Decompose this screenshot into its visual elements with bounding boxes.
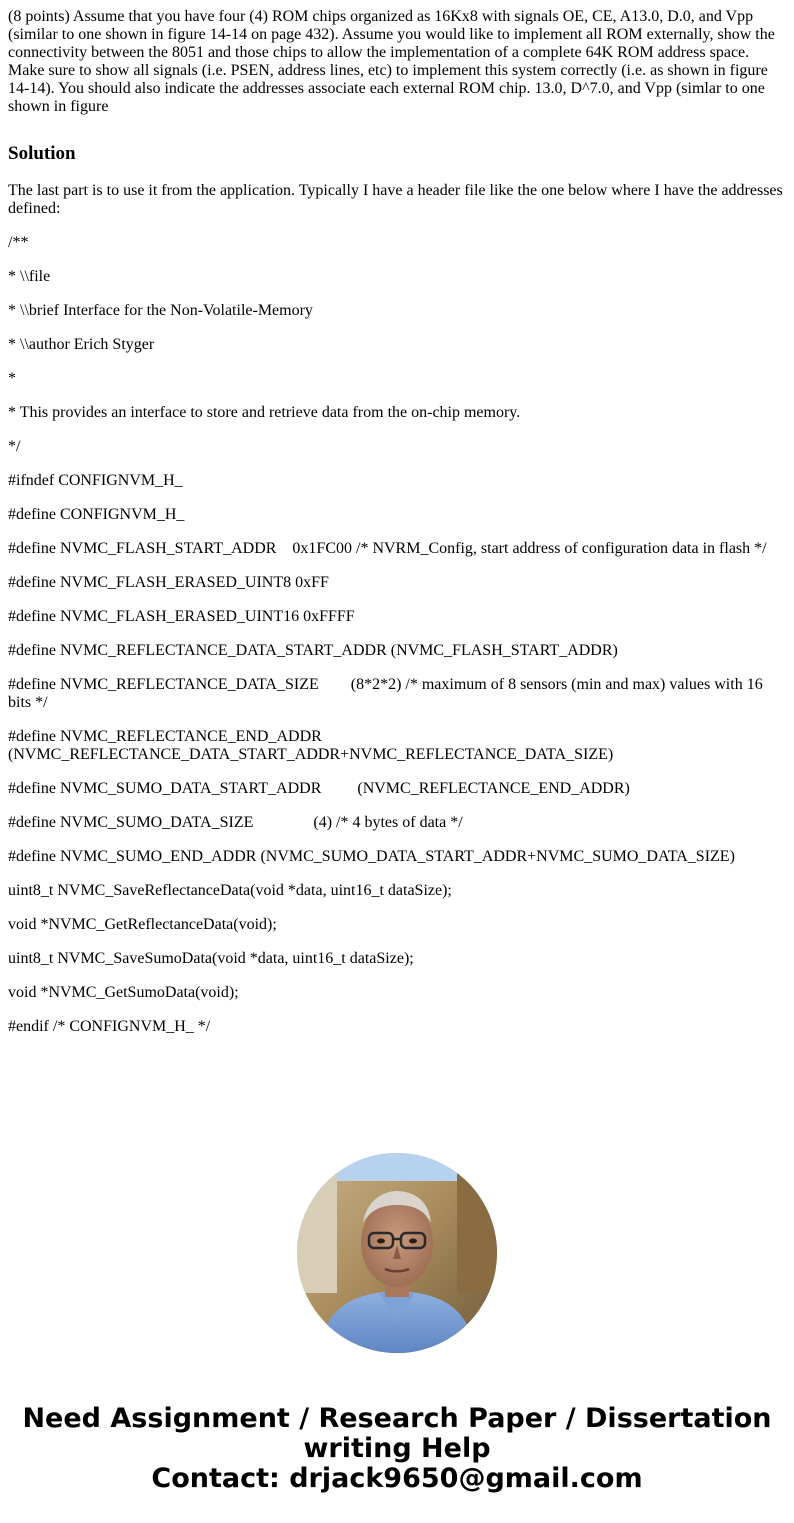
- code-line: #define NVMC_FLASH_ERASED_UINT16 0xFFFF: [8, 608, 355, 625]
- code-line: #define NVMC_SUMO_DATA_SIZE (4) /* 4 bytes of data */: [8, 814, 463, 831]
- code-line: *: [8, 370, 16, 387]
- solution-paragraph: The last part is to use it from the application. Typically I have a header file like the one below where I have the addresses defined:: [8, 182, 787, 217]
- promo-headline: Need Assignment / Research Paper / Dissertation writing Help: [22, 1403, 772, 1464]
- code-line: #endif /* CONFIGNVM_H_ */: [8, 1018, 211, 1035]
- code-line: * \\file: [8, 268, 51, 285]
- code-line: #define NVMC_REFLECTANCE_DATA_START_ADDR (NVMC_FLASH_START_ADDR): [8, 642, 618, 659]
- code-line: #define NVMC_FLASH_START_ADDR 0x1FC00 /* NVRM_Config, start address of configuration data in flash */: [8, 540, 767, 557]
- question-text: (8 points) Assume that you have four (4) ROM chips organized as 16Kx8 with signals OE, CE, A13.0, D.0, and Vpp (similar to one shown in figure 14-14 on page 432). Assume you would like to implement all ROM externally, show the connectivity between the 8051 and those chips to allow the implementation of a complete 64K ROM address space. Make sure to show all signals (i.e. PSEN, address lines, etc) to implement this system correctly (i.e. as shown in figure 14-14). You should also indicate the addresses associate each external ROM chip. 13.0, D^7.0, and Vpp (simlar to one shown in figure: [8, 8, 775, 115]
- code-line: /**: [8, 234, 29, 251]
- code-line: * This provides an interface to store and retrieve data from the on-chip memory.: [8, 404, 521, 421]
- code-line: */: [8, 438, 21, 455]
- author-photo-illustration: [297, 1153, 497, 1353]
- solution-body: [8, 182, 786, 1036]
- code-line: void *NVMC_GetReflectanceData(void);: [8, 916, 277, 933]
- code-line: #define NVMC_REFLECTANCE_END_ADDR (NVMC_REFLECTANCE_DATA_START_ADDR+NVMC_REFLECTANCE_DATA_SIZE): [8, 728, 614, 763]
- code-line: #ifndef CONFIGNVM_H_: [8, 472, 183, 489]
- code-line: #define NVMC_SUMO_END_ADDR (NVMC_SUMO_DATA_START_ADDR+NVMC_SUMO_DATA_SIZE): [8, 848, 735, 865]
- code-line: uint8_t NVMC_SaveReflectanceData(void *data, uint16_t dataSize);: [8, 882, 452, 899]
- promo-contact: Contact: drjack9650@gmail.com: [151, 1463, 643, 1494]
- code-line: uint8_t NVMC_SaveSumoData(void *data, uint16_t dataSize);: [8, 950, 414, 967]
- code-line: #define NVMC_SUMO_DATA_START_ADDR (NVMC_REFLECTANCE_END_ADDR): [8, 780, 630, 797]
- code-line: * \\brief Interface for the Non-Volatile-Memory: [8, 302, 313, 319]
- code-line: #define NVMC_REFLECTANCE_DATA_SIZE (8*2*2) /* maximum of 8 sensors (min and max) values with 16 bits */: [8, 676, 767, 711]
- code-line: #define CONFIGNVM_H_: [8, 506, 185, 523]
- code-line: void *NVMC_GetSumoData(void);: [8, 984, 239, 1001]
- promo-banner: [0, 1404, 794, 1494]
- code-line: #define NVMC_FLASH_ERASED_UINT8 0xFF: [8, 574, 329, 591]
- document-body: [8, 8, 786, 1052]
- code-line: * \\author Erich Styger: [8, 336, 155, 353]
- author-avatar: [297, 1153, 497, 1353]
- solution-heading: Solution: [8, 143, 76, 164]
